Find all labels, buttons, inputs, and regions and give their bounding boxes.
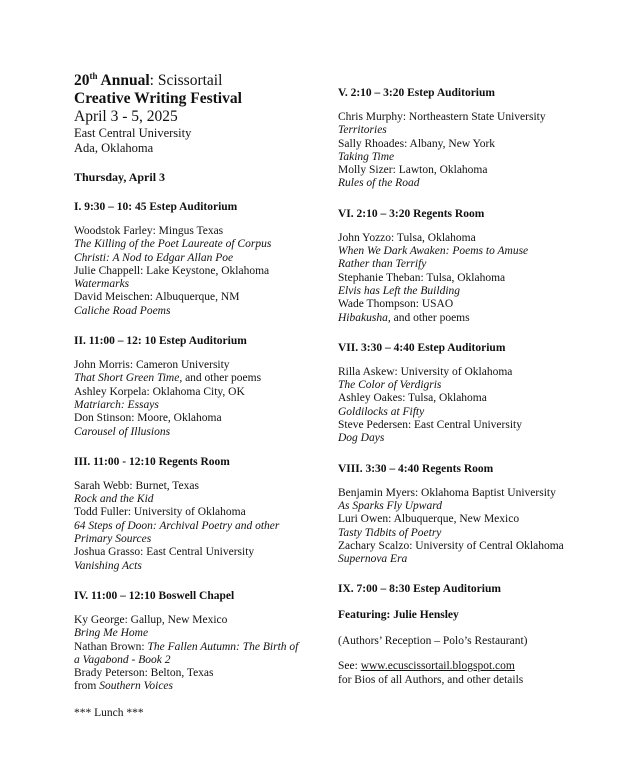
session-entries (74, 359, 324, 439)
session-entries (74, 225, 324, 318)
session-4 (74, 589, 324, 694)
author-name: Steve Pedersen: East Central University (338, 419, 522, 432)
author-name: Luri Owen: Albuquerque, New Mexico (338, 513, 520, 526)
author-work-inline: The Fallen Autumn: The Birth of (147, 640, 299, 653)
author-name: Julie Chappell: Lake Keystone, Oklahoma (74, 264, 270, 277)
session-entries (338, 111, 628, 191)
work-title (74, 372, 324, 385)
see-suffix: for Bios of all Authors, and other details (338, 673, 524, 686)
work-title: Rules of the Road (338, 177, 420, 190)
session-8 (338, 462, 628, 567)
work-title: Bring Me Home (74, 627, 149, 640)
author-name: Brady Peterson: Belton, Texas (74, 667, 214, 680)
work-title: Vanishing Acts (74, 559, 142, 572)
session-title: IV. 11:00 – 12:10 Boswell Chapel (74, 589, 235, 602)
session-9 (338, 582, 628, 596)
annual-label: Annual (97, 72, 150, 89)
work-title (338, 245, 628, 272)
work-title: Elvis has Left the Building (338, 284, 461, 297)
session-title: V. 2:10 – 3:20 Estep Auditorium (338, 87, 495, 99)
author-name: Ashley Korpela: Oklahoma City, OK (74, 385, 245, 398)
author-name: Woodstok Farley: Mingus Texas (74, 225, 224, 237)
session-entries (74, 614, 324, 694)
reception-note: (Authors’ Reception – Polo’s Restaurant) (338, 635, 528, 648)
festival-university: East Central University (74, 126, 192, 140)
work-title (74, 238, 324, 265)
session-5 (338, 86, 628, 191)
session-title: VIII. 3:30 – 4:40 Regents Room (338, 462, 494, 475)
from-prefix: from (74, 680, 100, 693)
work-line: Christi: A Nod to Edgar Allan Poe (74, 251, 234, 264)
work-title: Supernova Era (338, 553, 408, 566)
day-heading: Thursday, April 3 (74, 170, 166, 184)
work-title-plain: and other poems (390, 311, 470, 324)
work-title: Caliche Road Poems (74, 304, 171, 317)
session-entries (338, 366, 628, 446)
see-line (338, 660, 628, 687)
author-name: Ky George: Gallup, New Mexico (74, 613, 228, 626)
session-6 (338, 207, 628, 325)
author-name: Stephanie Theban: Tulsa, Oklahoma (338, 271, 506, 284)
work-line: The Killing of the Poet Laureate of Corpus (74, 238, 272, 251)
author-name: Sarah Webb: Burnet, Texas (74, 479, 199, 492)
author-name: Molly Sizer: Lawton, Oklahoma (338, 164, 488, 177)
work-title: Dog Days (338, 432, 385, 445)
author-name: Sally Rhoades: Albany, New York (338, 137, 496, 150)
title-colon: : (149, 72, 154, 89)
session-title: IX. 7:00 – 8:30 Estep Auditorium (338, 583, 501, 596)
work-title: The Color of Verdigris (338, 379, 442, 392)
from-line (74, 680, 324, 693)
annual-suffix: th (89, 70, 98, 81)
work-title-italic: That Short Green Time, (74, 372, 183, 385)
session-entries (338, 487, 628, 567)
author-name: John Morris: Cameron University (74, 359, 230, 372)
session-7 (338, 341, 628, 446)
author-name: Ashley Oakes: Tulsa, Oklahoma (338, 392, 487, 405)
author-name: John Yozzo: Tulsa, Oklahoma (338, 231, 476, 244)
festival-title (74, 72, 324, 90)
work-line: Primary Sources (74, 533, 152, 546)
session-title: I. 9:30 – 10: 45 Estep Auditorium (74, 201, 238, 213)
work-title: As Sparks Fly Upward (338, 499, 443, 512)
lunch-note: *** Lunch *** (74, 706, 144, 719)
work-line: Rather than Terrify (338, 258, 427, 271)
session-entries (338, 232, 628, 325)
session-entries (74, 480, 324, 573)
work-title: Watermarks (74, 278, 130, 291)
author-name: Don Stinson: Moore, Oklahoma (74, 412, 222, 425)
from-work: Southern Voices (99, 680, 174, 693)
festival-name: Scissortail (153, 72, 223, 89)
work-line: When We Dark Awaken: Poems to Amuse (338, 245, 529, 258)
work-title: Rock and the Kid (74, 493, 154, 506)
work-title: Carousel of Illusions (74, 425, 171, 438)
work-title: Goldilocks at Fifty (338, 405, 425, 418)
work-title (74, 520, 324, 547)
featuring-line: Featuring: Julie Hensley (338, 609, 459, 622)
work-title (338, 312, 628, 325)
work-title: a Vagabond - Book 2 (74, 653, 171, 666)
session-title: VII. 3:30 – 4:40 Estep Auditorium (338, 341, 506, 354)
blog-link[interactable]: www.ecuscissortail.blogspot.com (360, 660, 515, 673)
left-column (74, 72, 324, 720)
work-title: Territories (338, 124, 387, 137)
author-name: Chris Murphy: Northeastern State University (338, 111, 546, 123)
work-title: Taking Time (338, 150, 395, 163)
session-title: VI. 2:10 – 3:20 Regents Room (338, 207, 485, 220)
work-line: 64 Steps of Doon: Archival Poetry and other (74, 519, 280, 532)
author-name (74, 641, 324, 654)
session-title: III. 11:00 - 12:10 Regents Room (74, 455, 230, 468)
author-name: Wade Thompson: USAO (338, 298, 454, 311)
right-column (338, 86, 628, 687)
author-name: Joshua Grasso: East Central University (74, 546, 255, 559)
festival-city: Ada, Oklahoma (74, 141, 154, 155)
session-1 (74, 200, 324, 318)
author-name: Rilla Askew: University of Oklahoma (338, 365, 513, 378)
work-title-plain: and other poems (182, 372, 262, 385)
session-3 (74, 455, 324, 573)
author-name: David Meischen: Albuquerque, NM (74, 291, 240, 304)
festival-subtitle: Creative Writing Festival (74, 90, 242, 107)
see-prefix: See: (338, 660, 361, 673)
work-title-italic: Hibakusha, (338, 311, 391, 324)
author-name: Benjamin Myers: Oklahoma Baptist University (338, 486, 556, 499)
festival-dates: April 3 - 5, 2025 (74, 108, 178, 125)
author-prefix: Nathan Brown: (74, 640, 148, 653)
author-name: Todd Fuller: University of Oklahoma (74, 506, 246, 519)
annual-number: 20 (74, 72, 90, 89)
work-title: Tasty Tidbits of Poetry (338, 526, 442, 539)
session-title: II. 11:00 – 12: 10 Estep Auditorium (74, 335, 247, 348)
work-title: Matriarch: Essays (74, 398, 159, 411)
session-2 (74, 334, 324, 439)
author-name: Zachary Scalzo: University of Central Oklahoma (338, 539, 564, 552)
